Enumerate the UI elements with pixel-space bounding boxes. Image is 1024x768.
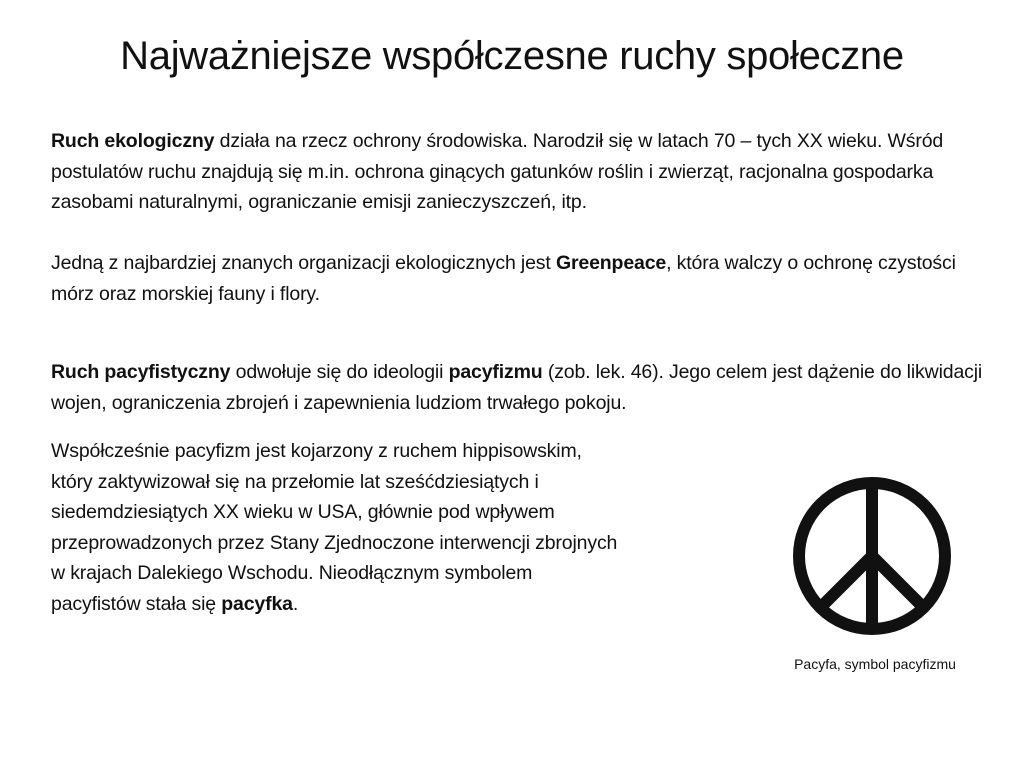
hippie-paragraph — [51, 436, 771, 619]
eco-term: Ruch ekologiczny — [51, 130, 215, 152]
greenpeace-name: Greenpeace — [555, 252, 667, 274]
greenpeace-text-before: Jedną z najbardziej znanych organizacji ekologicznych jest — [51, 252, 556, 274]
hippie-line-6-after: . — [292, 592, 299, 615]
pacifism-term: pacyfizmu — [448, 361, 543, 383]
greenpeace-paragraph — [51, 248, 991, 309]
peace-symbol-icon — [786, 470, 958, 642]
hippie-line-2: który zaktywizował się na przełomie lat sześćdziesiątych i — [51, 470, 539, 493]
pacifist-term: Ruch pacyfistyczny — [51, 361, 231, 383]
peace-symbol-term: pacyfka — [221, 592, 293, 615]
hippie-line-4: przeprowadzonych przez Stany Zjednoczone interwencji zbrojnych — [51, 531, 618, 554]
hippie-line-6-before: pacyfistów stała się — [51, 592, 222, 615]
slide-title: Najważniejsze współczesne ruchy społeczne — [120, 34, 904, 78]
eco-text: działa na rzecz ochrony środowiska. Narodził się w latach 70 – tych XX wieku. Wśród postulatów ruchu znajdują się m.in. ochrona ginących gatunków roślin i zwierząt, racjonalna gospodarka zasobami naturalnymi, ograniczanie emisji zanieczyszczeń, itp. — [51, 130, 944, 213]
pacifist-text-2: (zob. lek. 46). Jego celem jest dążenie do likwidacji wojen, ograniczenia zbrojeń i zapewnienia ludziom trwałego pokoju. — [51, 361, 983, 414]
figure-caption: Pacyfa, symbol pacyfizmu — [794, 656, 956, 672]
hippie-line-5: w krajach Dalekiego Wschodu. Nieodłącznym symbolem — [51, 562, 533, 584]
pacifist-paragraph — [51, 357, 991, 418]
eco-paragraph — [51, 126, 991, 218]
hippie-line-1: Współcześnie pacyfizm jest kojarzony z ruchem hippisowskim, — [51, 440, 582, 462]
hippie-line-3: siedemdziesiątych XX wieku w USA, głównie pod wpływem — [51, 501, 555, 523]
greenpeace-text-after: , która walczy o ochronę czystości mórz oraz morskiej fauny i flory. — [51, 252, 956, 305]
pacifist-text-1: odwołuje się do ideologii — [230, 361, 449, 383]
